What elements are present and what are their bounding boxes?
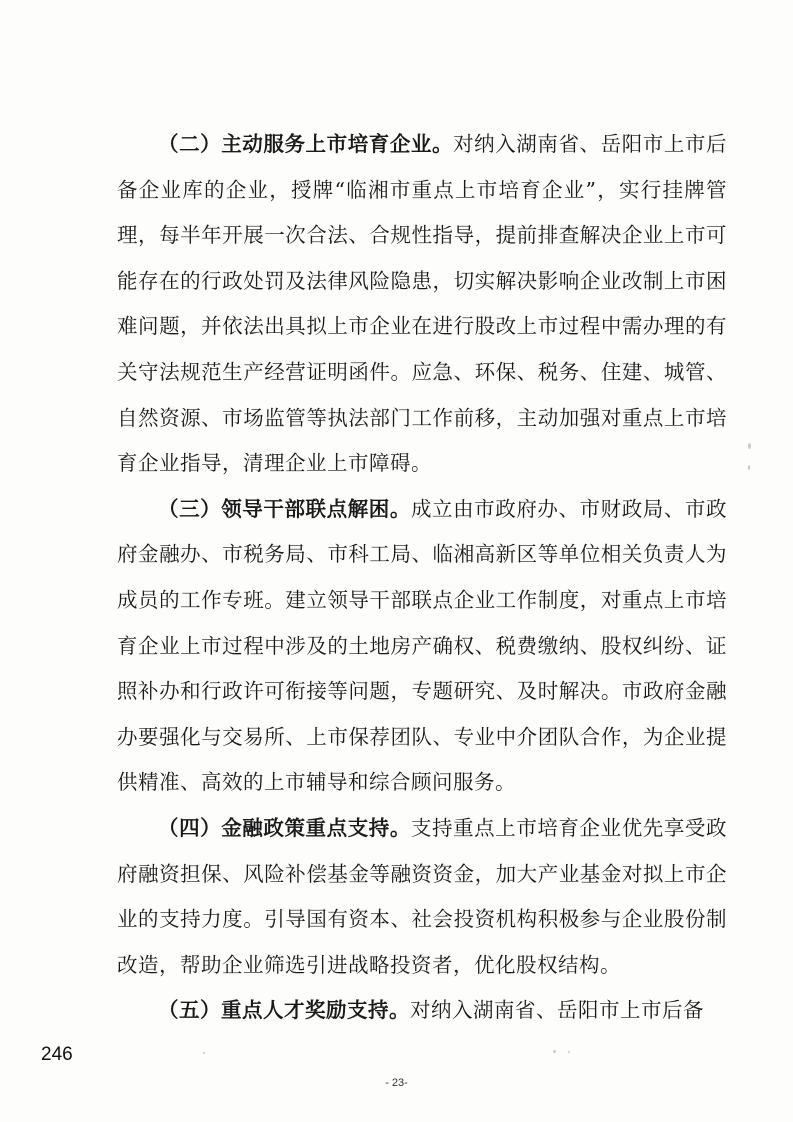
section-heading: （二）主动服务上市培育企业。 — [158, 132, 454, 156]
scan-speck — [748, 443, 751, 449]
scan-speck — [748, 465, 750, 470]
stamp-number: 246 — [41, 1044, 73, 1065]
section-heading: （四）金融政策重点支持。 — [158, 815, 411, 840]
document-body — [117, 122, 727, 1034]
scan-speck — [553, 1050, 556, 1053]
paragraph-text: 对纳入湖南省、岳阳市上市后备企业库的企业，授牌“临湘市重点上市培育企业”，实行挂牌管理，每半年开展一次合法、合规性指导，提前排查解决企业上市可能存在的行政处罚及法律风险隐患，切实解决影响企业改制上市困难问题，并依法出具拟上市企业在进行股改上市过程中需办理的有关守法规范生产经营证明函件。应急、环保、税务、住建、城管、自然资源、市场监管等执法部门工作前移，主动加强对重点上市培育企业指导，清理企业上市障碍。 — [117, 132, 728, 476]
page-number: - 23- — [385, 1077, 408, 1089]
scan-speck — [203, 1052, 205, 1054]
section-heading: （三）领导干部联点解困。 — [158, 496, 411, 521]
paragraph-2 — [117, 122, 727, 487]
section-heading: （五）重点人才奖励支持。 — [158, 998, 410, 1023]
scan-speck — [568, 1051, 570, 1053]
paragraph-5 — [117, 988, 727, 1034]
paragraph-4 — [117, 806, 727, 988]
paragraph-3 — [117, 487, 727, 806]
paragraph-text: 成立由市政府办、市财政局、市政府金融办、市税务局、市科工局、临湘高新区等单位相关负责人为成员的工作专班。建立领导干部联点企业工作制度，对重点上市培育企业上市过程中涉及的土地房产确权、税费缴纳、股权纠纷、证照补办和行政许可衔接等问题，专题研究、及时解决。市政府金融办要强化与交易所、上市保荐团队、专业中介团队合作，为企业提供精准、高效的上市辅导和综合顾问服务。 — [117, 496, 728, 795]
paragraph-text: 支持重点上市培育企业优先享受政府融资担保、风险补偿基金等融资资金，加大产业基金对拟上市企业的支持力度。引导国有资本、社会投资机构积极参与企业股份制改造，帮助企业筛选引进战略投资者，优化股权结构。 — [117, 815, 728, 977]
paragraph-text: 对纳入湖南省、岳阳市上市后备 — [410, 998, 704, 1023]
